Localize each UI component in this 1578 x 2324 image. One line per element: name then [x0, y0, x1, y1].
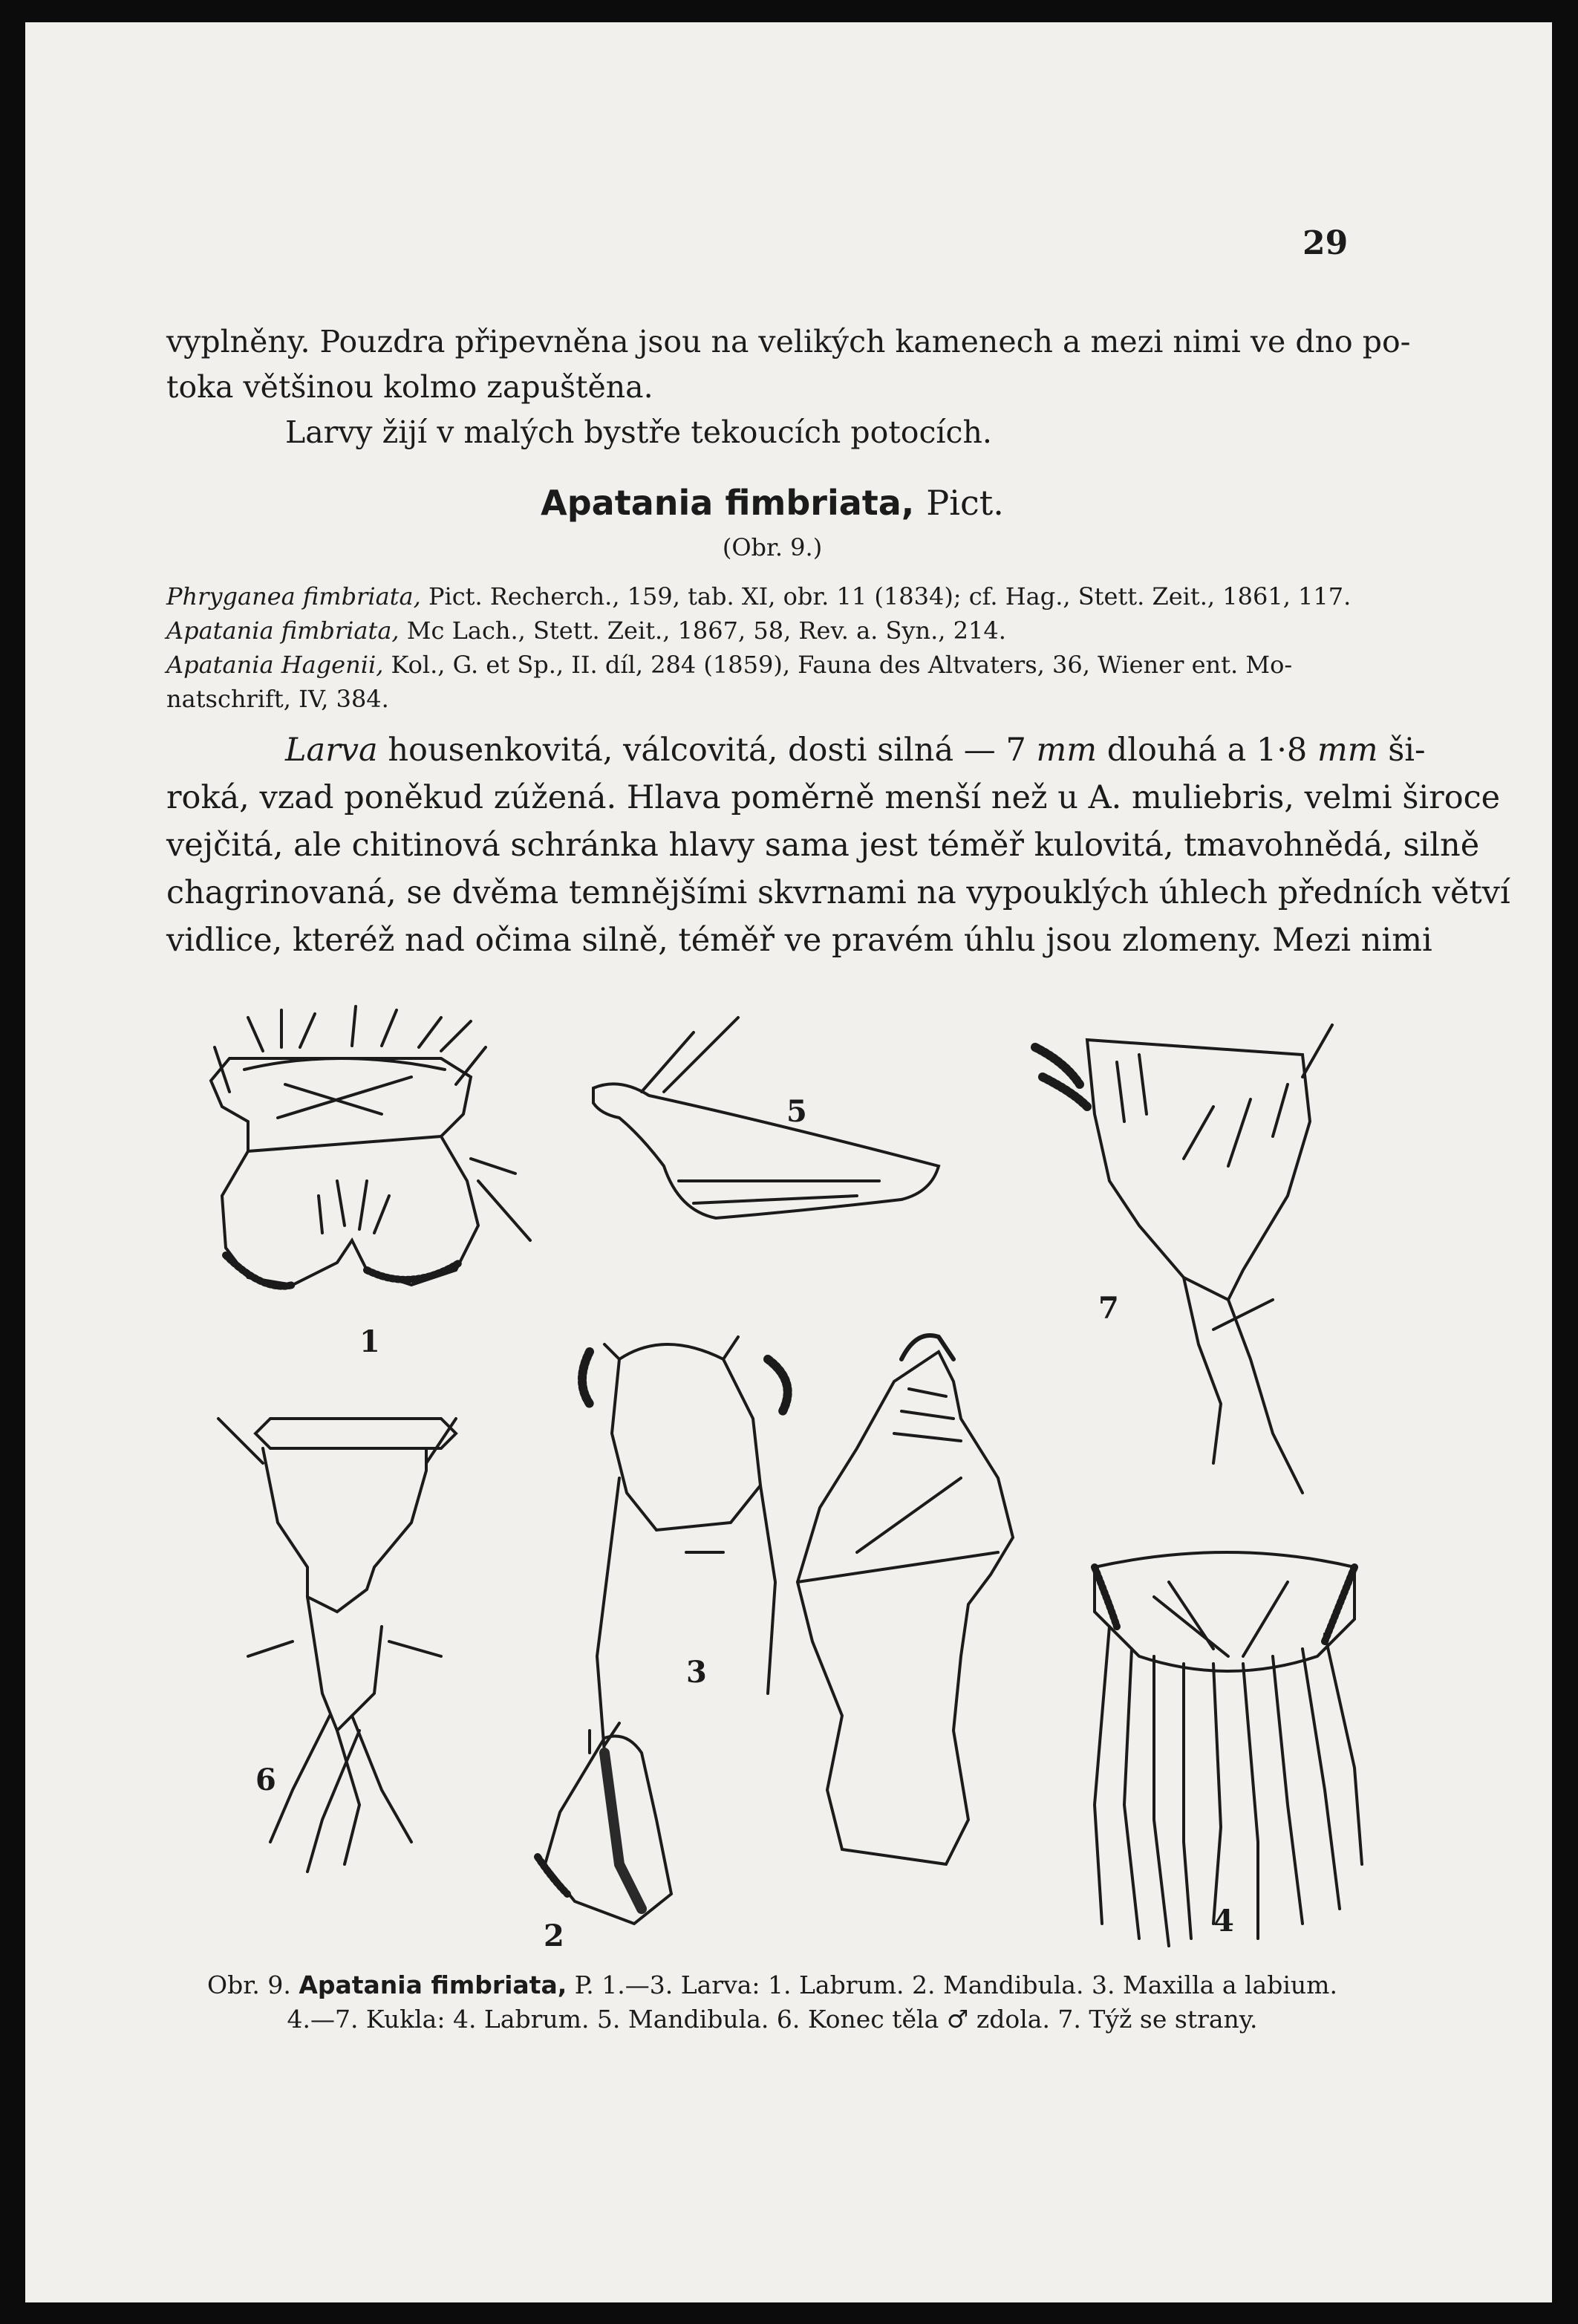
- synonym-name: Phryganea fimbriata,: [166, 582, 421, 611]
- figure-label-7: 7: [1098, 1291, 1119, 1326]
- drawing-2-mandibula: [538, 1723, 671, 1924]
- figure-label-6: 6: [255, 1762, 276, 1797]
- synonym-name: Apatania Hagenii,: [166, 651, 384, 679]
- species-name: Apatania fimbriata,: [541, 483, 915, 523]
- synonym-citation: Mc Lach., Stett. Zeit., 1867, 58, Rev. a. Syn., 214.: [406, 616, 1006, 645]
- figure-reference: (Obr. 9.): [722, 533, 823, 562]
- larva-label: Larva: [285, 732, 378, 769]
- text-line: Larva housenkovitá, válcovitá, dosti silná — 7 mm dlouhá a 1·8 mm ši-: [285, 732, 1426, 769]
- figure-label-1: 1: [359, 1324, 380, 1359]
- caption-line: 4.—7. Kukla: 4. Labrum. 5. Mandibula. 6. Konec těla ♂ zdola. 7. Týž se strany.: [287, 2005, 1258, 2034]
- text-line: toka většinou kolmo zapuštěna.: [166, 369, 653, 405]
- synonym-entry: natschrift, IV, 384.: [166, 685, 389, 713]
- caption-species: Apatania fimbriata,: [299, 1970, 567, 1999]
- figure-plate: [25, 22, 1552, 1968]
- text-line: chagrinovaná, se dvěma temnějšími skvrnami na vypouklých úhlech předních větví: [166, 874, 1510, 911]
- synonym-citation: Kol., G. et Sp., II. díl, 284 (1859), Fauna des Altvaters, 36, Wiener ent. Mo-: [391, 651, 1293, 679]
- figure-label-3: 3: [686, 1655, 707, 1690]
- text-line: vidlice, kteréž nad očima silně, téměř ve pravém úhlu jsou zlomeny. Mezi nimi: [166, 922, 1432, 959]
- text-line: Larvy žijí v malých bystře tekoucích potocích.: [285, 414, 992, 450]
- synonym-citation: Pict. Recherch., 159, tab. XI, obr. 11 (1834); cf. Hag., Stett. Zeit., 1861, 117.: [428, 582, 1352, 611]
- book-page: [25, 22, 1552, 2302]
- drawing-4-labrum: [1095, 1552, 1362, 1946]
- figure-label-5: 5: [786, 1094, 807, 1129]
- figure-label-4: 4: [1213, 1904, 1234, 1939]
- synonym-name: Apatania fimbriata,: [166, 616, 400, 645]
- page-number: 29: [1302, 224, 1349, 262]
- text-line: vyplněny. Pouzdra připevněna jsou na velikých kamenech a mezi nimi ve dno po-: [166, 324, 1411, 359]
- figure-label-2: 2: [544, 1918, 564, 1953]
- text-line: vejčitá, ale chitinová schránka hlavy sama jest téměř kulovitá, tmavohnědá, silně: [166, 827, 1480, 864]
- drawing-1-labrum: [211, 1006, 530, 1286]
- species-author: Pict.: [926, 483, 1004, 523]
- drawing-5-mandibula: [593, 1018, 939, 1218]
- drawing-7-abdomen-lateral: [1035, 1025, 1332, 1493]
- drawing-6-abdomen-ventral: [218, 1419, 456, 1872]
- figure-caption: [166, 1968, 1378, 2037]
- caption-line: Obr. 9. Apatania fimbriata, P. 1.—3. Larva: 1. Labrum. 2. Mandibula. 3. Maxilla a labium.: [207, 1970, 1337, 1999]
- drawing-3-maxilla-labium: [582, 1335, 1013, 1864]
- text-line: roká, vzad poněkud zúžená. Hlava poměrně menší než u A. muliebris, velmi široce: [166, 779, 1501, 816]
